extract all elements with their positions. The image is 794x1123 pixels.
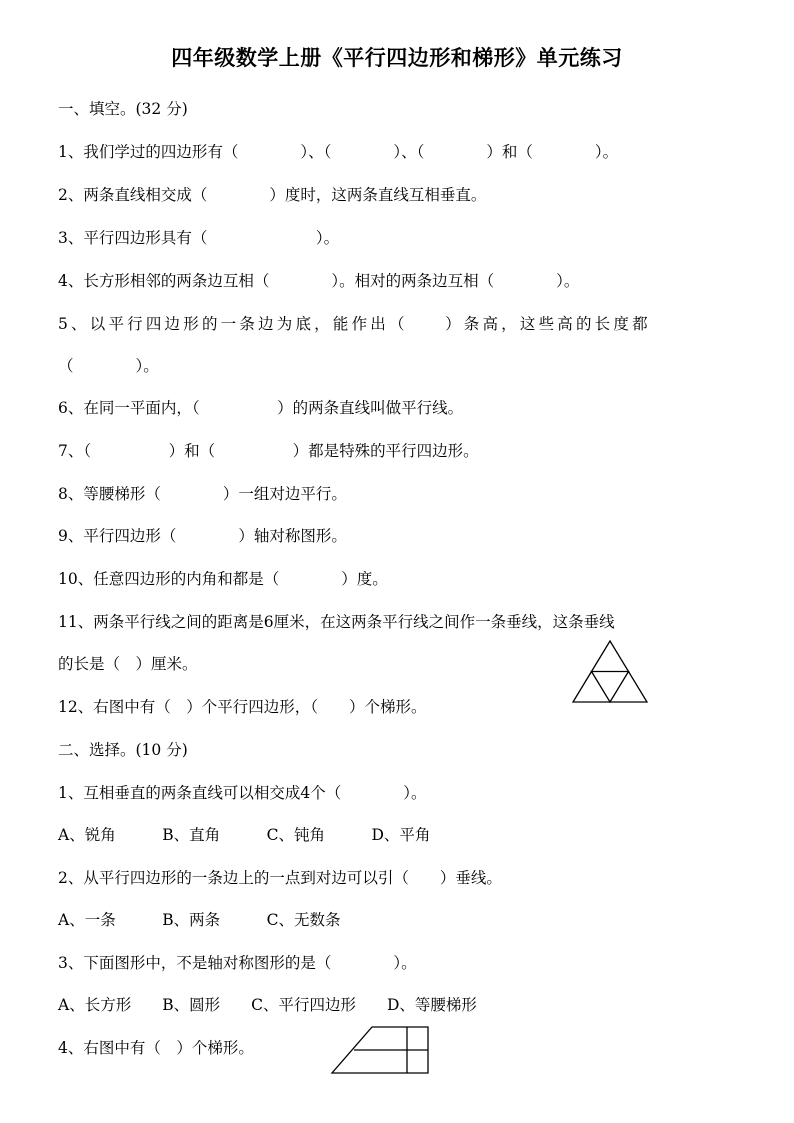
question-2-4: 4、右图中有（ ）个梯形。 [58, 1039, 254, 1057]
question-1-3: 3、平行四边形具有（ ）。 [58, 229, 340, 247]
page-title: 四年级数学上册《平行四边形和梯形》单元练习 [171, 45, 623, 70]
question-1-11: 11、两条平行线之间的距离是6厘米，在这两条平行线之间作一条垂线，这条垂线 [58, 613, 615, 631]
section-heading-choice: 二、选择。(10 分) [58, 741, 188, 759]
question-1-4: 4、长方形相邻的两条边互相（ ）。相对的两条边互相（ ）。 [58, 272, 580, 290]
question-2-3-options: A、长方形 B、圆形 C、平行四边形 D、等腰梯形 [58, 996, 477, 1014]
trapezoid-figure [330, 1024, 432, 1076]
question-2-1-options: A、锐角 B、直角 C、钝角 D、平角 [58, 826, 431, 844]
question-1-10: 10、任意四边形的内角和都是（ ）度。 [58, 570, 388, 588]
question-1-5-cont: （ ）。 [58, 357, 159, 375]
section-heading-fill-blank: 一、填空。(32 分) [58, 100, 188, 118]
question-2-2-options: A、一条 B、两条 C、无数条 [58, 911, 341, 929]
question-2-1: 1、互相垂直的两条直线可以相交成4个（ ）。 [58, 784, 427, 802]
question-1-12: 12、右图中有（ ）个平行四边形，（ ）个梯形。 [58, 698, 427, 716]
question-1-5: 5、以平行四边形的一条边为底，能作出（ ）条高，这些高的长度都 [58, 315, 651, 333]
question-1-8: 8、等腰梯形（ ）一组对边平行。 [58, 485, 347, 503]
question-1-6: 6、在同一平面内，（ ）的两条直线叫做平行线。 [58, 399, 464, 417]
question-2-2: 2、从平行四边形的一条边上的一点到对边可以引（ ）垂线。 [58, 869, 502, 887]
question-1-2: 2、两条直线相交成（ ）度时，这两条直线互相垂直。 [58, 186, 487, 204]
question-1-9: 9、平行四边形（ ）轴对称图形。 [58, 527, 347, 545]
question-2-3: 3、下面图形中，不是轴对称图形的是（ ）。 [58, 954, 417, 972]
triangle-figure [570, 640, 650, 704]
question-1-11-cont: 的长是（ ）厘米。 [58, 655, 198, 673]
question-1-1: 1、我们学过的四边形有（ ）、（ ）、（ ）和（ ）。 [58, 143, 619, 161]
inner-triangle [592, 672, 629, 703]
question-1-7: 7、（ ）和（ ）都是特殊的平行四边形。 [58, 442, 479, 460]
